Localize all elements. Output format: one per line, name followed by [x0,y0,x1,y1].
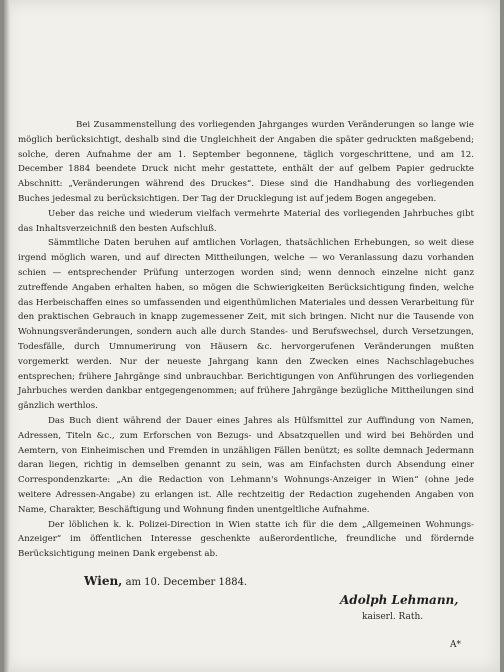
page-edge-shadow [4,0,10,672]
signer-title: kaiserl. Rath. [362,612,424,622]
sheet-signature-mark: A* [450,640,461,650]
signer-name: Adolph Lehmann, [340,593,459,607]
document-page [4,0,500,672]
paragraph-usage: Das Buch dient während der Dauer eines Jahres als Hülfsmittel zur Auffindung von Namen, Adressen, Titeln &c., zum Erforschen von Bezugs- und Absatzquellen und wird bei Behörden und Aemtern, von Einheimischen und Fremden in unzähligen Fällen benützt; es sollte demnach Jedermann daran liegen, richtig in demselben genannt zu sein, was am Einfachsten durch Absendung einer Correspondenzkarte: „An die Redaction von Lehmann's Wohnungs-Anzeiger in Wien“ (ohne jede weitere Adressen-Angabe) zu erlangen ist. Alle rechtzeitig der Redaction zugehenden Angaben von Name, Charakter, Beschäftigung und Wohnung finden unentgeltliche Aufnahme. [18,415,474,515]
paragraph-compilation-note: Bei Zusammenstellung des vorliegenden Jahrganges wurden Veränderungen so lange wie möglich berücksichtigt, deshalb sind die Ungleichheit der Angaben die später gedruckten maßgebend; solche, deren Aufnahme der am 1. September begonnene, täglich vorgeschrittene, und am 12. December 1884 beendete Druck nicht mehr gestattete, enthält der auf gelbem Papier gedruckte Abschnitt: „Veränderungen während des Druckes“. Diese sind die Handhabung des vorliegenden Buches jedesmal zu berücksichtigen. Der Tag der Drucklegung ist auf jedem Bogen angegeben. [18,120,474,204]
place-and-date [84,574,247,588]
paragraph-acknowledgement: Der löblichen k. k. Polizei-Direction in Wien statte ich für die dem „Allgemeinen Wohnungs-Anzeiger“ im öffentlichen Interesse geschenkte außerordentliche, freundliche und fördernde Berücksichtigung meinen Dank ergebenst ab. [18,519,474,560]
date: am 10. December 1884. [125,577,248,588]
preface-body [18,118,474,562]
place: Wien, [84,574,123,588]
paragraph-data-sources: Sämmtliche Daten beruhen auf amtlichen Vorlagen, thatsächlichen Erhebungen, so weit diese irgend möglich waren, und auf directen Mittheilungen, welche — wo Veranlassung dazu vorhanden schien — entsprechender Prüfung unterzogen worden sind; wenn dennoch einzelne nicht ganz zutreffende Angaben erhalten haben, so mögen die Schwierigkeiten Berücksichtigung finden, welche das Herbeischaffen eines so umfassenden und eigenthümlichen Materiales und dessen Verarbeitung für den praktischen Gebrauch in knapp zugemessener Zeit, mit sich bringen. Nicht nur die Tausende von Wohnungsveränderungen, sondern auch alle durch Standes- und Berufswechsel, durch Versetzungen, Todesfälle, durch Umnumerirung von Häusern &c. hervorgerufenen Veränderungen mußten vorgemerkt werden. Nur der neueste Jahrgang kann den Zwecken eines Nachschlagebuches entsprechen; frühere Jahrgänge sind unbrauchbar. Berichtigungen von Anführungen des vorliegenden Jahrbuches werden dankbar entgegengenommen; auf frühere Jahrgänge bezügliche Mittheilungen sind gänzlich werthlos. [18,238,474,412]
paragraph-contents-reference: Ueber das reiche und wiederum vielfach vermehrte Material des vorliegenden Jahrbuches gibt das Inhaltsverzeichniß den besten Aufschluß. [18,208,474,234]
